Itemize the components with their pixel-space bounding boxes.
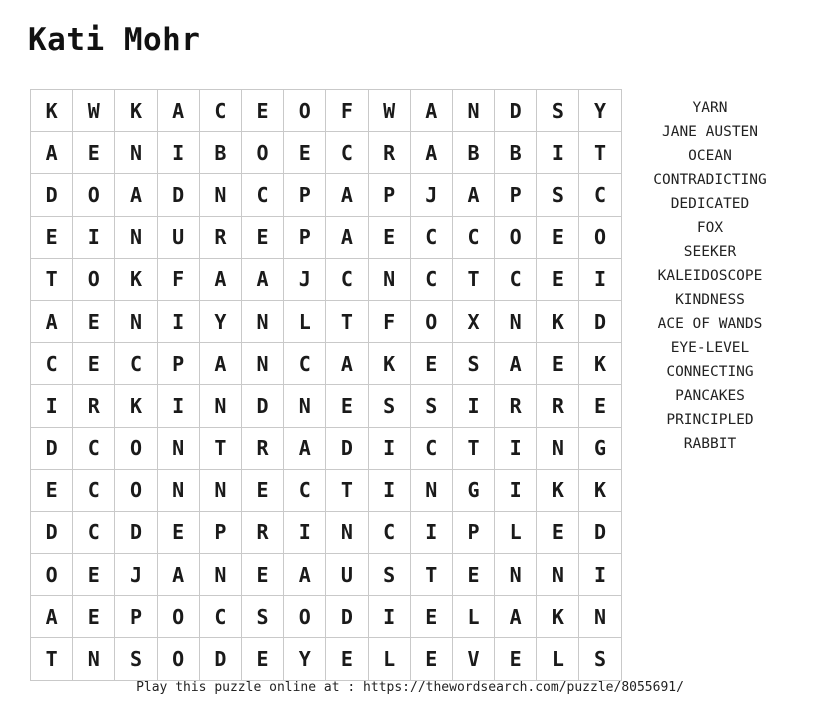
grid-cell[interactable]: B (199, 132, 241, 174)
grid-cell[interactable]: C (579, 174, 621, 216)
grid-cell[interactable]: N (410, 469, 452, 511)
grid-cell[interactable]: N (495, 300, 537, 342)
grid-row (31, 385, 622, 427)
grid-cell[interactable]: J (284, 258, 326, 300)
grid-cell[interactable]: E (537, 216, 579, 258)
grid-cell[interactable]: A (326, 343, 368, 385)
grid-row (31, 132, 622, 174)
grid-cell[interactable]: W (73, 90, 115, 132)
word-list-item[interactable]: PANCAKES (675, 388, 745, 404)
word-list-item[interactable]: JANE AUSTEN (661, 124, 759, 140)
grid-cell[interactable]: C (73, 511, 115, 553)
grid-cell[interactable]: C (368, 511, 410, 553)
grid-cell[interactable]: I (284, 511, 326, 553)
grid-cell[interactable]: C (326, 258, 368, 300)
grid-cell[interactable]: D (31, 511, 73, 553)
grid-cell[interactable]: S (410, 385, 452, 427)
grid-row (31, 596, 622, 638)
grid-cell[interactable]: I (157, 300, 199, 342)
grid-cell[interactable]: E (452, 554, 494, 596)
grid-cell[interactable]: D (115, 511, 157, 553)
grid-cell[interactable]: O (284, 90, 326, 132)
grid-cell[interactable]: E (326, 385, 368, 427)
grid-cell[interactable]: E (73, 300, 115, 342)
grid-cell[interactable]: L (495, 511, 537, 553)
grid-cell[interactable]: P (157, 343, 199, 385)
grid-cell[interactable]: C (410, 427, 452, 469)
grid-row (31, 343, 622, 385)
grid-row (31, 638, 622, 680)
grid-cell[interactable]: N (157, 469, 199, 511)
grid-cell[interactable]: A (31, 300, 73, 342)
grid-row (31, 90, 622, 132)
grid-cell[interactable]: T (31, 258, 73, 300)
grid-cell[interactable]: I (368, 469, 410, 511)
grid-cell[interactable]: E (410, 638, 452, 680)
grid-cell[interactable]: C (241, 174, 283, 216)
grid-cell[interactable]: A (31, 596, 73, 638)
grid-cell[interactable]: C (115, 343, 157, 385)
grid-cell[interactable]: O (241, 132, 283, 174)
grid-cell[interactable]: K (368, 343, 410, 385)
word-list-item[interactable]: FOX (696, 220, 724, 236)
grid-cell[interactable]: D (31, 174, 73, 216)
grid-cell[interactable]: C (495, 258, 537, 300)
grid-cell[interactable]: A (495, 596, 537, 638)
grid-cell[interactable]: N (495, 554, 537, 596)
grid-cell[interactable]: C (326, 132, 368, 174)
grid-cell[interactable]: D (495, 90, 537, 132)
grid-cell[interactable]: I (579, 554, 621, 596)
grid-cell[interactable]: N (199, 469, 241, 511)
grid-cell[interactable]: G (452, 469, 494, 511)
grid-cell[interactable]: D (326, 596, 368, 638)
grid-cell[interactable]: A (410, 90, 452, 132)
grid-cell[interactable]: A (495, 343, 537, 385)
grid-cell[interactable]: I (452, 385, 494, 427)
grid-cell[interactable]: E (537, 511, 579, 553)
grid-cell[interactable]: P (368, 174, 410, 216)
grid-cell[interactable]: N (115, 216, 157, 258)
grid-cell[interactable]: N (157, 427, 199, 469)
grid-cell[interactable]: A (284, 427, 326, 469)
grid-cell[interactable]: I (31, 385, 73, 427)
grid-cell[interactable]: P (495, 174, 537, 216)
grid-cell[interactable]: A (452, 174, 494, 216)
grid-cell[interactable]: A (157, 90, 199, 132)
grid-cell[interactable]: N (537, 427, 579, 469)
word-list-item[interactable]: KALEIDOSCOPE (657, 268, 763, 284)
grid-cell[interactable]: C (410, 258, 452, 300)
grid-cell[interactable]: D (579, 511, 621, 553)
grid-cell[interactable]: O (31, 554, 73, 596)
grid-cell[interactable]: S (115, 638, 157, 680)
grid-cell[interactable]: N (73, 638, 115, 680)
grid-cell[interactable]: P (284, 216, 326, 258)
grid-cell[interactable]: O (157, 638, 199, 680)
grid-row (31, 469, 622, 511)
grid-cell[interactable]: I (73, 216, 115, 258)
grid-cell[interactable]: K (537, 596, 579, 638)
word-list-item[interactable]: OCEAN (688, 148, 732, 164)
grid-cell[interactable]: P (199, 511, 241, 553)
grid-cell[interactable]: D (31, 427, 73, 469)
word-list-item[interactable]: CONNECTING (666, 364, 754, 380)
grid-cell[interactable]: K (579, 343, 621, 385)
grid-cell[interactable]: C (452, 216, 494, 258)
grid-cell[interactable]: C (410, 216, 452, 258)
grid-cell[interactable]: C (284, 343, 326, 385)
grid-cell[interactable]: N (452, 90, 494, 132)
grid-cell[interactable]: I (579, 258, 621, 300)
grid-cell[interactable]: E (31, 469, 73, 511)
grid-cell[interactable]: A (326, 216, 368, 258)
word-list-item[interactable]: SEEKER (683, 244, 737, 260)
grid-cell[interactable]: N (241, 300, 283, 342)
grid-cell[interactable]: L (284, 300, 326, 342)
grid-cell[interactable]: B (495, 132, 537, 174)
grid-cell[interactable]: I (157, 385, 199, 427)
grid-cell[interactable]: T (579, 132, 621, 174)
grid-cell[interactable]: I (368, 427, 410, 469)
grid-cell[interactable]: A (199, 343, 241, 385)
grid-cell[interactable]: C (73, 469, 115, 511)
grid-cell[interactable]: E (73, 132, 115, 174)
grid-cell[interactable]: F (326, 90, 368, 132)
grid-cell[interactable]: K (537, 469, 579, 511)
grid-cell[interactable]: D (199, 638, 241, 680)
grid-cell[interactable]: R (495, 385, 537, 427)
word-list-item[interactable]: DEDICATED (670, 196, 750, 212)
grid-cell[interactable]: I (368, 596, 410, 638)
grid-cell[interactable]: T (31, 638, 73, 680)
word-list-item[interactable]: YARN (692, 100, 728, 116)
grid-cell[interactable]: W (368, 90, 410, 132)
grid-cell[interactable]: P (284, 174, 326, 216)
footer-note[interactable]: Play this puzzle online at : https://thewordsearch.com/puzzle/8055691/ (136, 680, 684, 695)
grid-cell[interactable]: D (157, 174, 199, 216)
grid-cell[interactable]: A (31, 132, 73, 174)
grid-cell[interactable]: N (115, 132, 157, 174)
grid-cell[interactable]: F (368, 300, 410, 342)
grid-cell[interactable]: A (410, 132, 452, 174)
grid-cell[interactable]: E (31, 216, 73, 258)
grid-cell[interactable]: I (537, 132, 579, 174)
grid-cell[interactable]: D (326, 427, 368, 469)
grid-cell[interactable]: A (115, 174, 157, 216)
word-list (620, 96, 800, 456)
grid-cell[interactable]: I (410, 511, 452, 553)
word-list-item[interactable]: KINDNESS (675, 292, 745, 308)
word-list-item[interactable]: CONTRADICTING (653, 172, 767, 188)
grid-cell[interactable]: E (73, 554, 115, 596)
grid-cell[interactable]: R (199, 216, 241, 258)
grid-cell[interactable]: A (241, 258, 283, 300)
grid-cell[interactable]: E (241, 216, 283, 258)
grid-cell[interactable]: B (452, 132, 494, 174)
grid-cell[interactable]: R (73, 385, 115, 427)
grid-cell[interactable]: J (115, 554, 157, 596)
grid-cell[interactable]: E (495, 638, 537, 680)
grid-cell[interactable]: N (284, 385, 326, 427)
grid-cell[interactable]: N (199, 385, 241, 427)
grid-row (31, 511, 622, 553)
grid-cell[interactable]: C (31, 343, 73, 385)
grid-cell[interactable]: Y (579, 90, 621, 132)
grid-cell[interactable]: A (284, 554, 326, 596)
grid-cell[interactable]: E (410, 596, 452, 638)
grid-row (31, 300, 622, 342)
grid-cell[interactable]: T (326, 300, 368, 342)
grid-cell[interactable]: C (199, 596, 241, 638)
grid-cell[interactable]: E (537, 258, 579, 300)
grid-cell[interactable]: K (537, 300, 579, 342)
grid-cell[interactable]: K (115, 90, 157, 132)
grid-cell[interactable]: T (410, 554, 452, 596)
grid-cell[interactable]: S (452, 343, 494, 385)
grid-cell[interactable]: S (537, 90, 579, 132)
grid-cell[interactable]: T (452, 427, 494, 469)
grid-cell[interactable]: U (157, 216, 199, 258)
grid-cell[interactable]: A (157, 554, 199, 596)
grid-cell[interactable]: R (368, 132, 410, 174)
grid-cell[interactable]: E (157, 511, 199, 553)
grid-cell[interactable]: X (452, 300, 494, 342)
word-list-item[interactable]: RABBIT (683, 436, 737, 452)
grid-cell[interactable]: T (452, 258, 494, 300)
grid-cell[interactable]: E (73, 596, 115, 638)
grid-cell[interactable]: N (115, 300, 157, 342)
grid-cell[interactable]: O (115, 469, 157, 511)
grid-cell[interactable]: E (241, 469, 283, 511)
grid-cell[interactable]: N (537, 554, 579, 596)
grid-cell[interactable]: I (495, 427, 537, 469)
grid-row (31, 554, 622, 596)
grid-cell[interactable]: R (537, 385, 579, 427)
letter-grid-container (30, 89, 622, 681)
grid-cell[interactable]: T (199, 427, 241, 469)
grid-cell[interactable]: I (157, 132, 199, 174)
grid-cell[interactable]: O (284, 596, 326, 638)
grid-cell[interactable]: S (579, 638, 621, 680)
grid-cell[interactable]: E (241, 554, 283, 596)
grid-cell[interactable]: V (452, 638, 494, 680)
page-title: Kati Mohr (28, 22, 201, 58)
grid-cell[interactable]: F (157, 258, 199, 300)
grid-cell[interactable]: S (368, 554, 410, 596)
grid-cell[interactable]: O (495, 216, 537, 258)
grid-cell[interactable]: N (199, 174, 241, 216)
grid-cell[interactable]: C (284, 469, 326, 511)
grid-cell[interactable]: N (241, 343, 283, 385)
grid-cell[interactable]: U (326, 554, 368, 596)
grid-cell[interactable]: E (537, 343, 579, 385)
word-list-item[interactable]: ACE OF WANDS (657, 316, 763, 332)
grid-cell[interactable]: C (199, 90, 241, 132)
grid-cell[interactable]: O (73, 258, 115, 300)
grid-cell[interactable]: N (368, 258, 410, 300)
grid-cell[interactable]: O (157, 596, 199, 638)
grid-row (31, 174, 622, 216)
grid-cell[interactable]: K (115, 258, 157, 300)
grid-cell[interactable]: L (537, 638, 579, 680)
grid-cell[interactable]: N (326, 511, 368, 553)
grid-cell[interactable]: K (115, 385, 157, 427)
grid-cell[interactable]: K (31, 90, 73, 132)
grid-cell[interactable]: E (368, 216, 410, 258)
grid-cell[interactable]: E (410, 343, 452, 385)
grid-cell[interactable]: G (579, 427, 621, 469)
grid-cell[interactable]: E (326, 638, 368, 680)
grid-cell[interactable]: E (284, 132, 326, 174)
word-list-item[interactable]: PRINCIPLED (666, 412, 754, 428)
grid-cell[interactable]: N (199, 554, 241, 596)
grid-cell[interactable]: L (368, 638, 410, 680)
grid-row (31, 258, 622, 300)
grid-cell[interactable]: D (579, 300, 621, 342)
grid-cell[interactable]: L (452, 596, 494, 638)
grid-row (31, 427, 622, 469)
word-list-item[interactable]: EYE-LEVEL (670, 340, 750, 356)
grid-cell[interactable]: N (579, 596, 621, 638)
grid-cell[interactable]: A (326, 174, 368, 216)
grid-cell[interactable]: P (452, 511, 494, 553)
grid-cell[interactable]: E (579, 385, 621, 427)
grid-cell[interactable]: T (326, 469, 368, 511)
grid-cell[interactable]: C (73, 427, 115, 469)
grid-cell[interactable]: E (241, 638, 283, 680)
grid-cell[interactable]: R (241, 427, 283, 469)
grid-cell[interactable]: S (241, 596, 283, 638)
grid-cell[interactable]: E (73, 343, 115, 385)
grid-cell[interactable]: S (537, 174, 579, 216)
grid-row (31, 216, 622, 258)
letter-grid[interactable] (30, 89, 622, 681)
grid-cell[interactable]: K (579, 469, 621, 511)
grid-cell[interactable]: O (73, 174, 115, 216)
grid-cell[interactable]: Y (284, 638, 326, 680)
grid-cell[interactable]: O (115, 427, 157, 469)
grid-cell[interactable]: E (241, 90, 283, 132)
grid-cell[interactable]: J (410, 174, 452, 216)
grid-cell[interactable]: A (199, 258, 241, 300)
grid-cell[interactable]: O (579, 216, 621, 258)
grid-cell[interactable]: O (410, 300, 452, 342)
grid-cell[interactable]: R (241, 511, 283, 553)
grid-cell[interactable]: D (241, 385, 283, 427)
grid-cell[interactable]: P (115, 596, 157, 638)
grid-cell[interactable]: Y (199, 300, 241, 342)
grid-cell[interactable]: S (368, 385, 410, 427)
grid-cell[interactable]: I (495, 469, 537, 511)
